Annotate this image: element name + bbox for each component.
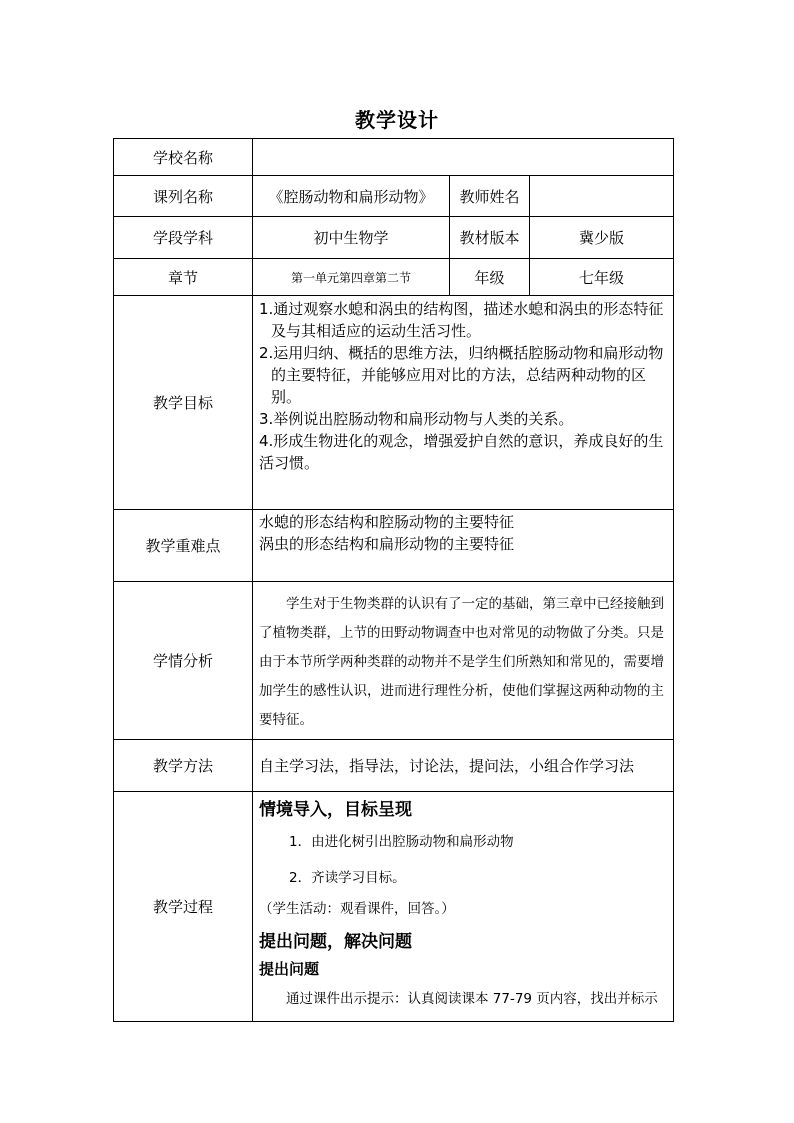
school-label: 学校名称	[114, 139, 253, 176]
textbook-value: 冀少版	[530, 217, 674, 259]
process-heading: 提出问题，解决问题	[259, 932, 412, 952]
row-methods	[114, 740, 674, 792]
keypoint-line: 涡虫的形态结构和扁形动物的主要特征	[259, 535, 515, 553]
process-paragraph: 通过课件出示提示：认真阅读课本 77-79 页内容，找出并标示	[286, 991, 658, 1007]
chapter-label: 章节	[114, 259, 253, 296]
objective-item: 2.运用归纳、概括的思维方法，归纳概括腔肠动物和扁形动物的主要特征，并能够应用对比的方法，总结两种动物的区别。	[259, 344, 664, 406]
course-value: 《腔肠动物和扁形动物》	[253, 176, 450, 217]
objective-item: 1.通过观察水螅和涡虫的结构图，描述水螅和涡虫的形态特征及与其相适应的运动生活习性。	[259, 300, 664, 340]
process-item: 2．齐读学习目标。	[289, 870, 406, 886]
row-keypoints	[114, 510, 674, 582]
objectives-label: 教学目标	[114, 296, 253, 510]
keypoints-label: 教学重难点	[114, 510, 253, 582]
row-process	[114, 792, 674, 1022]
process-subheading: 提出问题	[259, 960, 320, 978]
methods-value: 自主学习法，指导法，讨论法，提问法，小组合作学习法	[253, 740, 674, 792]
row-analysis	[114, 582, 674, 740]
page-title: 教学设计	[355, 108, 439, 132]
school-value	[253, 139, 674, 176]
grade-value: 七年级	[530, 259, 674, 296]
row-chapter	[114, 259, 674, 296]
row-school	[114, 139, 674, 176]
objective-item: 4.形成生物进化的观念，增强爱护自然的意识，养成良好的生活习惯。	[259, 432, 664, 472]
row-stage	[114, 217, 674, 259]
process-note: （学生活动：观看课件，回答。）	[259, 901, 455, 917]
keypoint-line: 水螅的形态结构和腔肠动物的主要特征	[259, 513, 515, 531]
textbook-label: 教材版本	[450, 217, 530, 259]
stage-label: 学段学科	[114, 217, 253, 259]
process-item: 1．由进化树引出腔肠动物和扁形动物	[289, 834, 514, 850]
process-label: 教学过程	[114, 792, 253, 1022]
objectives-list	[253, 296, 674, 510]
stage-value: 初中生物学	[253, 217, 450, 259]
analysis-label: 学情分析	[114, 582, 253, 740]
process-content	[253, 792, 674, 1022]
keypoints-content	[253, 510, 674, 582]
grade-label: 年级	[450, 259, 530, 296]
objective-item: 3.举例说出腔肠动物和扁形动物与人类的关系。	[259, 410, 574, 428]
row-course	[114, 176, 674, 217]
teacher-value	[530, 176, 674, 217]
chapter-value: 第一单元第四章第二节	[253, 259, 450, 296]
course-label: 课列名称	[114, 176, 253, 217]
row-objectives	[114, 296, 674, 510]
analysis-text: 学生对于生物类群的认识有了一定的基础，第三章中已经接触到了植物类群，上节的田野动物调查中也对常见的动物做了分类。只是由于本节所学两种类群的动物并不是学生们所熟知和常见的，需要增加学生的感性认识，进而进行理性分析，使他们掌握这两种动物的主要特征。	[253, 582, 674, 740]
teacher-label: 教师姓名	[450, 176, 530, 217]
methods-label: 教学方法	[114, 740, 253, 792]
lesson-plan-table	[113, 138, 674, 1022]
process-heading: 情境导入，目标呈现	[259, 800, 412, 820]
